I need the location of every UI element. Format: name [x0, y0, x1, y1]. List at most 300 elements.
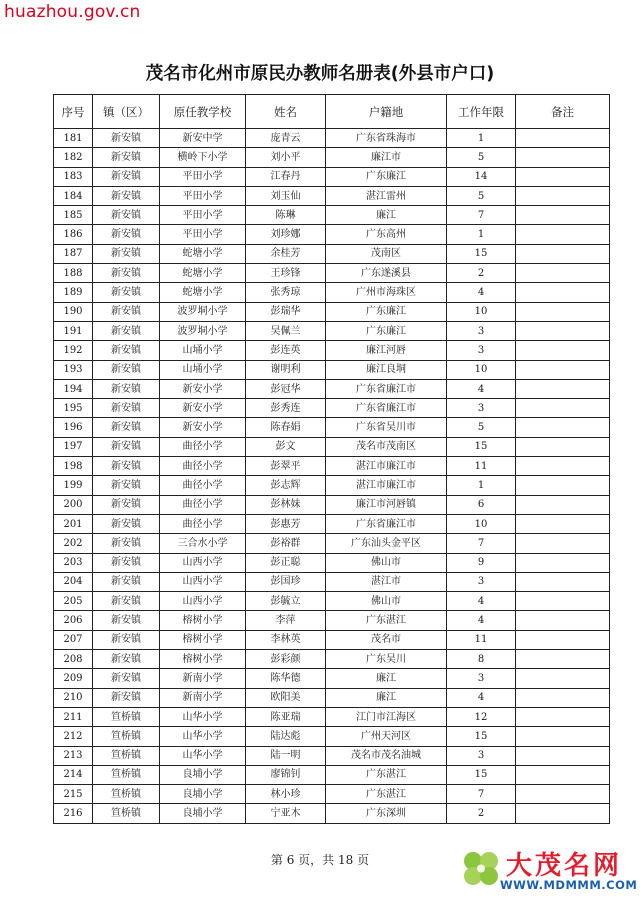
cell-name: 彭惠芳 [246, 514, 326, 533]
cell-name: 彭裕群 [246, 534, 326, 553]
table-row [54, 804, 610, 823]
cell-town: 新安镇 [93, 457, 160, 476]
cell-years: 4 [447, 379, 516, 398]
cell-town: 新安镇 [93, 437, 160, 456]
cell-hometown: 广州天河区 [326, 727, 447, 746]
cell-town: 新安镇 [93, 244, 160, 263]
cell-remarks [516, 321, 610, 340]
table-row [54, 457, 610, 476]
table-row [54, 283, 610, 302]
table-row [54, 746, 610, 765]
cell-hometown: 广东深圳 [326, 804, 447, 823]
cell-school: 曲径小学 [160, 514, 246, 533]
cell-town: 新安镇 [93, 379, 160, 398]
cell-years: 5 [447, 186, 516, 205]
cell-hometown: 湛江市廉江市 [326, 476, 447, 495]
cell-years: 10 [447, 514, 516, 533]
cell-town: 新安镇 [93, 476, 160, 495]
cell-number: 191 [54, 321, 93, 340]
cell-remarks [516, 804, 610, 823]
cell-years: 3 [447, 399, 516, 418]
cell-number: 200 [54, 495, 93, 514]
cell-years: 3 [447, 341, 516, 360]
table-row [54, 360, 610, 379]
cell-number: 216 [54, 804, 93, 823]
cell-name: 彭秀连 [246, 399, 326, 418]
cell-hometown: 廉江 [326, 669, 447, 688]
cell-years: 15 [447, 244, 516, 263]
cell-name: 王珍锋 [246, 264, 326, 283]
table-body [54, 129, 610, 824]
cell-town: 新安镇 [93, 360, 160, 379]
clover-leaves [464, 852, 498, 885]
cell-remarks [516, 225, 610, 244]
cell-name: 刘小平 [246, 148, 326, 167]
cell-years: 15 [447, 727, 516, 746]
cell-town: 新安镇 [93, 669, 160, 688]
header-cell: 序号 [54, 95, 93, 129]
cell-name: 林小珍 [246, 785, 326, 804]
cell-number: 203 [54, 553, 93, 572]
cell-school: 蛇塘小学 [160, 264, 246, 283]
cell-number: 186 [54, 225, 93, 244]
table-row [54, 167, 610, 186]
cell-hometown: 廉江河唇 [326, 341, 447, 360]
cell-town: 新安镇 [93, 167, 160, 186]
cell-town: 新安镇 [93, 688, 160, 707]
cell-hometown: 广东遂溪县 [326, 264, 447, 283]
cell-hometown: 廉江良垌 [326, 360, 447, 379]
cell-remarks [516, 302, 610, 321]
site-logo [456, 841, 636, 897]
cell-name: 彭正聪 [246, 553, 326, 572]
cell-remarks [516, 148, 610, 167]
cell-number: 205 [54, 592, 93, 611]
cell-name: 廖锦钊 [246, 765, 326, 784]
cell-remarks [516, 572, 610, 591]
cell-remarks [516, 688, 610, 707]
cell-years: 9 [447, 553, 516, 572]
cell-town: 笪桥镇 [93, 785, 160, 804]
cell-number: 209 [54, 669, 93, 688]
table-row [54, 302, 610, 321]
cell-town: 新安镇 [93, 611, 160, 630]
cell-remarks [516, 746, 610, 765]
cell-school: 三合水小学 [160, 534, 246, 553]
table-row [54, 225, 610, 244]
cell-town: 新安镇 [93, 129, 160, 148]
table-header-row [54, 95, 610, 129]
cell-remarks [516, 206, 610, 225]
cell-town: 新安镇 [93, 186, 160, 205]
header-cell: 原任教学校 [160, 95, 246, 129]
cell-school: 平田小学 [160, 167, 246, 186]
cell-remarks [516, 399, 610, 418]
cell-town: 新安镇 [93, 302, 160, 321]
cell-number: 213 [54, 746, 93, 765]
cell-number: 181 [54, 129, 93, 148]
cell-name: 欧阳美 [246, 688, 326, 707]
page-number: 第 6 页，共 18 页 [270, 853, 370, 867]
cell-years: 3 [447, 669, 516, 688]
cell-remarks [516, 669, 610, 688]
cell-number: 204 [54, 572, 93, 591]
cell-number: 189 [54, 283, 93, 302]
cell-town: 笪桥镇 [93, 765, 160, 784]
table-row [54, 186, 610, 205]
cell-school: 山华小学 [160, 707, 246, 726]
cell-hometown: 广东省珠海市 [326, 129, 447, 148]
cell-hometown: 广东省廉江市 [326, 379, 447, 398]
table-row [54, 321, 610, 340]
table-row [54, 495, 610, 514]
cell-number: 206 [54, 611, 93, 630]
cell-name: 彭翠平 [246, 457, 326, 476]
cell-years: 1 [447, 225, 516, 244]
cell-hometown: 湛江市 [326, 572, 447, 591]
cell-name: 李萍 [246, 611, 326, 630]
cell-years: 4 [447, 592, 516, 611]
document-title: 茂名市化州市原民办教师名册表(外县市户口) [145, 64, 495, 84]
cell-remarks [516, 592, 610, 611]
table-row [54, 572, 610, 591]
cell-number: 196 [54, 418, 93, 437]
cell-town: 新安镇 [93, 225, 160, 244]
cell-name: 江春丹 [246, 167, 326, 186]
cell-years: 7 [447, 206, 516, 225]
cell-town: 笪桥镇 [93, 727, 160, 746]
cell-town: 新安镇 [93, 592, 160, 611]
cell-number: 212 [54, 727, 93, 746]
table-row [54, 129, 610, 148]
cell-number: 183 [54, 167, 93, 186]
cell-hometown: 广东廉江 [326, 321, 447, 340]
cell-school: 新安小学 [160, 418, 246, 437]
cell-town: 笪桥镇 [93, 804, 160, 823]
table-row [54, 476, 610, 495]
cell-town: 新安镇 [93, 148, 160, 167]
cell-school: 榕树小学 [160, 630, 246, 649]
cell-years: 3 [447, 572, 516, 591]
cell-school: 曲径小学 [160, 495, 246, 514]
table-row [54, 727, 610, 746]
cell-name: 彭冠华 [246, 379, 326, 398]
cell-school: 山华小学 [160, 746, 246, 765]
cell-name: 宁亚木 [246, 804, 326, 823]
cell-school: 新南小学 [160, 688, 246, 707]
cell-remarks [516, 727, 610, 746]
table-row [54, 206, 610, 225]
table-row [54, 765, 610, 784]
cell-remarks [516, 707, 610, 726]
cell-school: 蛇塘小学 [160, 244, 246, 263]
cell-remarks [516, 129, 610, 148]
cell-years: 7 [447, 785, 516, 804]
cell-town: 新安镇 [93, 399, 160, 418]
cell-years: 15 [447, 765, 516, 784]
cell-hometown: 广东湛江 [326, 765, 447, 784]
cell-name: 余桂芳 [246, 244, 326, 263]
cell-years: 1 [447, 129, 516, 148]
cell-school: 良埔小学 [160, 765, 246, 784]
cell-school: 曲径小学 [160, 457, 246, 476]
cell-years: 14 [447, 167, 516, 186]
cell-years: 4 [447, 688, 516, 707]
cell-remarks [516, 186, 610, 205]
cell-name: 陆一明 [246, 746, 326, 765]
cell-years: 3 [447, 746, 516, 765]
cell-number: 193 [54, 360, 93, 379]
header-cell: 姓名 [246, 95, 326, 129]
cell-name: 刘玉仙 [246, 186, 326, 205]
cell-years: 3 [447, 321, 516, 340]
cell-hometown: 广东廉江 [326, 302, 447, 321]
cell-town: 新安镇 [93, 514, 160, 533]
cell-town: 笪桥镇 [93, 746, 160, 765]
cell-name: 彭瑞华 [246, 302, 326, 321]
cell-school: 山西小学 [160, 572, 246, 591]
cell-years: 1 [447, 476, 516, 495]
table-row [54, 534, 610, 553]
cell-remarks [516, 534, 610, 553]
cell-number: 187 [54, 244, 93, 263]
cell-name: 张秀琼 [246, 283, 326, 302]
cell-name: 陆达彪 [246, 727, 326, 746]
cell-years: 2 [447, 804, 516, 823]
table-row [54, 707, 610, 726]
cell-school: 新南小学 [160, 669, 246, 688]
cell-hometown: 广东吴川 [326, 650, 447, 669]
cell-remarks [516, 457, 610, 476]
cell-number: 210 [54, 688, 93, 707]
cell-remarks [516, 785, 610, 804]
cell-town: 新安镇 [93, 341, 160, 360]
cell-hometown: 廉江市河唇镇 [326, 495, 447, 514]
cell-town: 新安镇 [93, 264, 160, 283]
cell-remarks [516, 630, 610, 649]
cell-hometown: 茂名市茂名油城 [326, 746, 447, 765]
cell-town: 新安镇 [93, 321, 160, 340]
cell-town: 新安镇 [93, 206, 160, 225]
cell-school: 曲径小学 [160, 437, 246, 456]
cell-remarks [516, 765, 610, 784]
cell-name: 彭林妹 [246, 495, 326, 514]
cell-remarks [516, 283, 610, 302]
cell-years: 10 [447, 302, 516, 321]
cell-number: 194 [54, 379, 93, 398]
table-row [54, 244, 610, 263]
cell-hometown: 广东省吴川市 [326, 418, 447, 437]
table-row [54, 399, 610, 418]
watermark-site-url: huazhou.gov.cn [4, 2, 141, 22]
cell-town: 新安镇 [93, 534, 160, 553]
cell-years: 6 [447, 495, 516, 514]
cell-town: 新安镇 [93, 418, 160, 437]
cell-number: 184 [54, 186, 93, 205]
cell-years: 4 [447, 283, 516, 302]
cell-school: 榕树小学 [160, 650, 246, 669]
table-row [54, 341, 610, 360]
table-row [54, 611, 610, 630]
cell-hometown: 广东廉江 [326, 167, 447, 186]
teacher-roster-table [53, 94, 610, 824]
cell-school: 波罗垌小学 [160, 302, 246, 321]
cell-hometown: 佛山市 [326, 553, 447, 572]
cell-name: 谢明利 [246, 360, 326, 379]
cell-hometown: 广东省廉江市 [326, 514, 447, 533]
cell-name: 吴佩兰 [246, 321, 326, 340]
cell-hometown: 茂名市 [326, 630, 447, 649]
header-cell: 镇（区） [93, 95, 160, 129]
cell-school: 新安小学 [160, 399, 246, 418]
logo-name: 大茂名网 [506, 851, 623, 881]
cell-hometown: 广东湛江 [326, 785, 447, 804]
cell-hometown: 佛山市 [326, 592, 447, 611]
cell-remarks [516, 244, 610, 263]
cell-hometown: 湛江市廉江市 [326, 457, 447, 476]
cell-hometown: 廉江 [326, 206, 447, 225]
cell-number: 201 [54, 514, 93, 533]
cell-remarks [516, 476, 610, 495]
cell-name: 陈琳 [246, 206, 326, 225]
cell-town: 新安镇 [93, 553, 160, 572]
cell-years: 8 [447, 650, 516, 669]
cell-school: 横岭下小学 [160, 148, 246, 167]
cell-name: 彭连英 [246, 341, 326, 360]
cell-number: 185 [54, 206, 93, 225]
cell-school: 平田小学 [160, 186, 246, 205]
cell-number: 214 [54, 765, 93, 784]
cell-hometown: 广东汕头金平区 [326, 534, 447, 553]
cell-years: 10 [447, 360, 516, 379]
table-row [54, 553, 610, 572]
cell-school: 山西小学 [160, 553, 246, 572]
cell-hometown: 广东高州 [326, 225, 447, 244]
cell-school: 蛇塘小学 [160, 283, 246, 302]
table-row [54, 418, 610, 437]
cell-school: 榕树小学 [160, 611, 246, 630]
cell-school: 山华小学 [160, 727, 246, 746]
cell-number: 211 [54, 707, 93, 726]
cell-remarks [516, 264, 610, 283]
cell-hometown: 廉江 [326, 688, 447, 707]
cell-remarks [516, 418, 610, 437]
cell-hometown: 湛江雷州 [326, 186, 447, 205]
cell-remarks [516, 650, 610, 669]
cell-town: 新安镇 [93, 650, 160, 669]
cell-hometown: 广州市海珠区 [326, 283, 447, 302]
cell-name: 彭毓立 [246, 592, 326, 611]
cell-town: 新安镇 [93, 283, 160, 302]
cell-school: 曲径小学 [160, 476, 246, 495]
cell-school: 良埔小学 [160, 785, 246, 804]
cell-number: 198 [54, 457, 93, 476]
cell-school: 新安小学 [160, 379, 246, 398]
cell-years: 2 [447, 264, 516, 283]
cell-number: 195 [54, 399, 93, 418]
cell-number: 199 [54, 476, 93, 495]
cell-number: 197 [54, 437, 93, 456]
cell-town: 新安镇 [93, 572, 160, 591]
cell-number: 188 [54, 264, 93, 283]
cell-school: 山埇小学 [160, 360, 246, 379]
table-row [54, 630, 610, 649]
cell-name: 彭志辉 [246, 476, 326, 495]
cell-years: 12 [447, 707, 516, 726]
cell-number: 202 [54, 534, 93, 553]
cell-remarks [516, 553, 610, 572]
cell-school: 平田小学 [160, 206, 246, 225]
cell-school: 山西小学 [160, 592, 246, 611]
cell-remarks [516, 611, 610, 630]
cell-hometown: 江门市江海区 [326, 707, 447, 726]
cell-remarks [516, 379, 610, 398]
table-row [54, 264, 610, 283]
cell-school: 良埔小学 [160, 804, 246, 823]
cell-hometown: 广东省廉江市 [326, 399, 447, 418]
cell-town: 新安镇 [93, 495, 160, 514]
cell-years: 7 [447, 534, 516, 553]
cell-name: 彭国珍 [246, 572, 326, 591]
cell-number: 192 [54, 341, 93, 360]
cell-remarks [516, 437, 610, 456]
cell-years: 11 [447, 630, 516, 649]
cell-number: 208 [54, 650, 93, 669]
cell-hometown: 茂南区 [326, 244, 447, 263]
cell-name: 庞青云 [246, 129, 326, 148]
header-cell: 工作年限 [447, 95, 516, 129]
cell-number: 182 [54, 148, 93, 167]
header-cell: 备注 [516, 95, 610, 129]
table-row [54, 379, 610, 398]
cell-school: 新安中学 [160, 129, 246, 148]
cell-school: 波罗垌小学 [160, 321, 246, 340]
cell-hometown: 廉江市 [326, 148, 447, 167]
cell-number: 207 [54, 630, 93, 649]
cell-years: 5 [447, 418, 516, 437]
cell-name: 彭文 [246, 437, 326, 456]
table-row [54, 650, 610, 669]
cell-remarks [516, 167, 610, 186]
cell-number: 215 [54, 785, 93, 804]
cell-years: 11 [447, 457, 516, 476]
table-row [54, 514, 610, 533]
header-cell: 户籍地 [326, 95, 447, 129]
cell-school: 山埇小学 [160, 341, 246, 360]
cell-remarks [516, 495, 610, 514]
table-row [54, 148, 610, 167]
cell-town: 新安镇 [93, 630, 160, 649]
table-row [54, 669, 610, 688]
cell-years: 4 [447, 611, 516, 630]
cell-years: 5 [447, 148, 516, 167]
table-row [54, 437, 610, 456]
table-row [54, 688, 610, 707]
cell-name: 刘珍娜 [246, 225, 326, 244]
table-row [54, 785, 610, 804]
cell-name: 陈亚瑞 [246, 707, 326, 726]
cell-remarks [516, 341, 610, 360]
cell-town: 笪桥镇 [93, 707, 160, 726]
logo-url: WWW.MDMMM.COM [500, 878, 638, 892]
cell-remarks [516, 360, 610, 379]
cell-hometown: 广东湛江 [326, 611, 447, 630]
cell-remarks [516, 514, 610, 533]
cell-name: 彭彩颜 [246, 650, 326, 669]
cell-hometown: 茂名市茂南区 [326, 437, 447, 456]
cell-name: 李林英 [246, 630, 326, 649]
cell-years: 15 [447, 437, 516, 456]
